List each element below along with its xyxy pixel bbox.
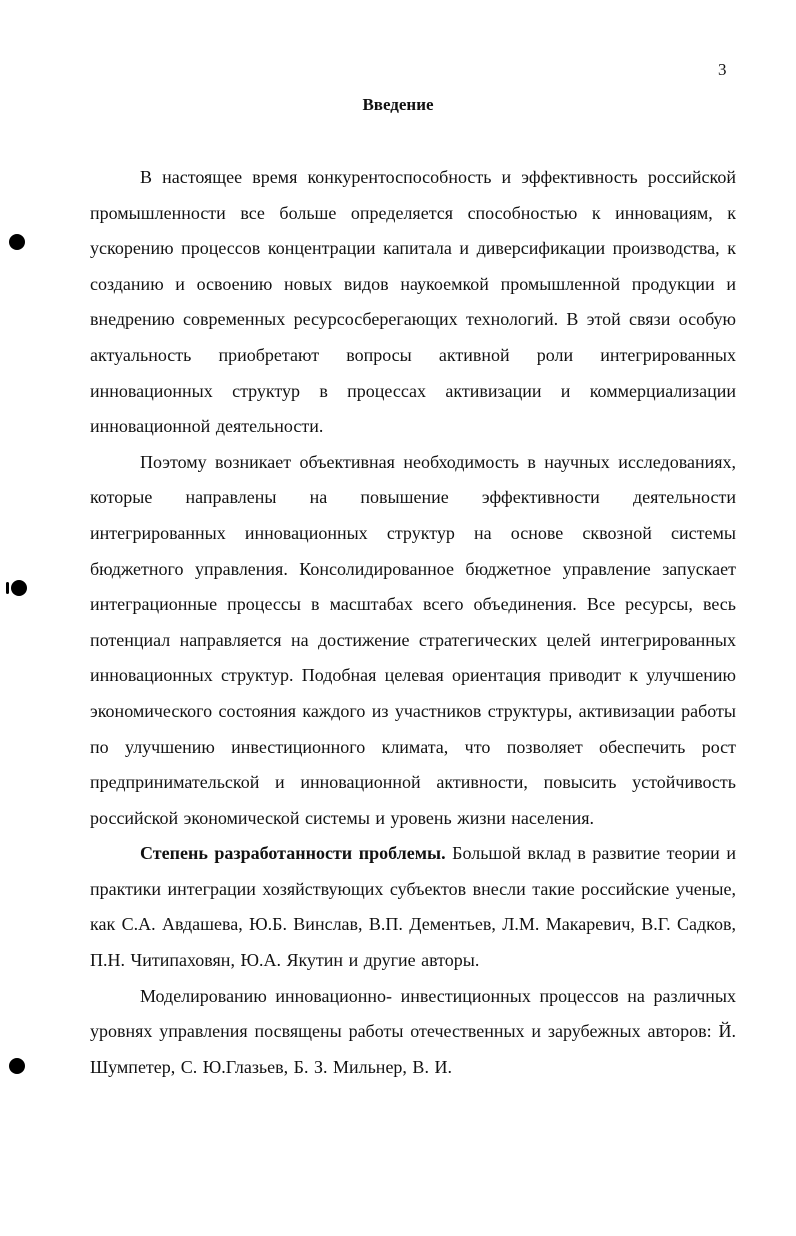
paragraph-problem-development xyxy=(90,836,736,978)
paragraph-problem-text: Большой вклад в развитие теории и практики интеграции хозяйствующих субъектов внесли такие российские ученые, как С.А. Авдашева, Ю.Б. Винслав, В.П. Дементьев, Л.М. Макаревич, В.Г. Садков, П.Н. Читипаховян, Ю.А. Якутин и другие авторы. xyxy=(90,843,736,971)
paragraph-introduction: В настоящее время конкурентоспособность и эффективность российской промышленности все больше определяется способностью к инновациям, к ускорению процессов концентрации капитала и диверсификации производства, к созданию и освоению новых видов наукоемкой промышленной продукции и внедрению современных ресурсосберегающих технологий. В этой связи особую актуальность приобретают вопросы активной роли интегрированных инновационных структур в процессах активизации и коммерциализации инновационной деятельности. xyxy=(90,167,736,437)
punch-hole-mark xyxy=(11,580,27,596)
page-number: 3 xyxy=(718,60,727,79)
section-lead-heading: Степень разработанности проблемы. xyxy=(140,843,446,864)
punch-hole-mark xyxy=(9,234,25,250)
page-title: Введение xyxy=(362,95,434,114)
paragraph-modeling: Моделированию инновационно- инвестиционных процессов на различных уровнях управления посвящены работы отечественных и зарубежных авторов: Й. Шумпетер, С. Ю.Глазьев, Б. З. Мильнер, В. И. xyxy=(90,985,736,1077)
paragraph-research-need: Поэтому возникает объективная необходимость в научных исследованиях, которые направлены на повышение эффективности деятельности интегрированных инновационных структур на основе сквозной системы бюджетного управления. Консолидированное бюджетное управление запускает интеграционные процессы в масштабах всего объединения. Все ресурсы, весь потенциал направляется на достижение стратегических целей интегрированных инновационных структур. Подобная целевая ориентация приводит к улучшению экономического состояния каждого из участников структуры, активизации работы по улучшению инвестиционного климата, что позволяет обеспечить рост предпринимательской и инновационной активности, повысить устойчивость российской экономической системы и уровень жизни населения. xyxy=(90,451,736,828)
punch-hole-mark xyxy=(9,1058,25,1074)
document-body xyxy=(90,160,736,1085)
punch-hole-mark-edge xyxy=(6,582,9,594)
